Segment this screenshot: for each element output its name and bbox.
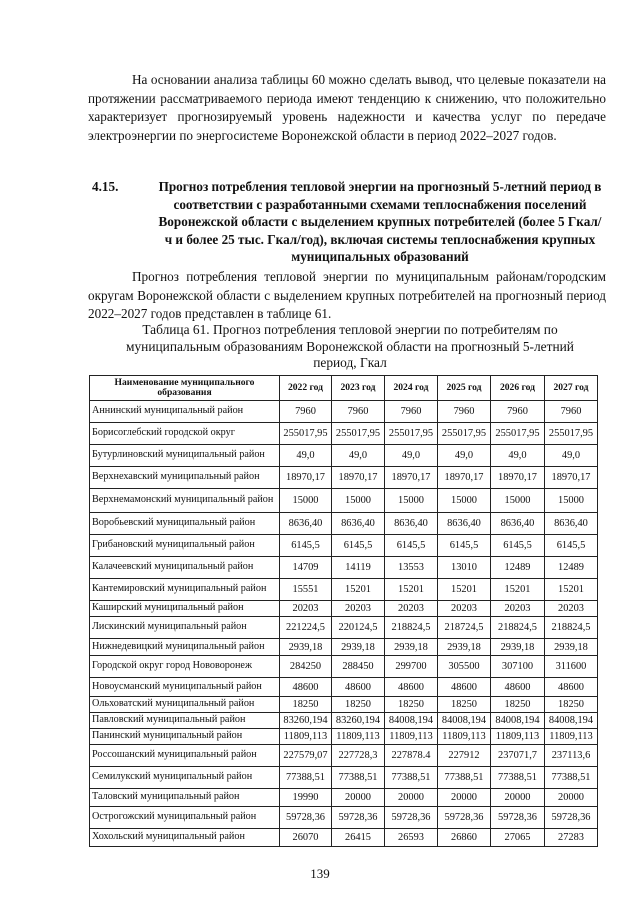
consumption-value: 49,0	[385, 445, 438, 467]
consumption-value: 59728,36	[280, 807, 332, 829]
municipality-name: Острогожский муниципальный район	[90, 807, 280, 829]
table-row	[90, 489, 598, 513]
table-row	[90, 423, 598, 445]
consumption-value: 11809,113	[438, 729, 491, 745]
consumption-value: 2939,18	[438, 639, 491, 656]
consumption-value: 307100	[491, 656, 545, 678]
table-row	[90, 678, 598, 697]
consumption-value: 237113,6	[545, 745, 598, 767]
table-row	[90, 697, 598, 713]
consumption-value: 18250	[438, 697, 491, 713]
consumption-value: 27065	[491, 829, 545, 847]
consumption-value: 11809,113	[491, 729, 545, 745]
consumption-value: 20203	[545, 601, 598, 617]
consumption-value: 255017,95	[385, 423, 438, 445]
consumption-value: 255017,95	[438, 423, 491, 445]
consumption-value: 2939,18	[280, 639, 332, 656]
table-row	[90, 535, 598, 557]
consumption-value: 18970,17	[491, 467, 545, 489]
consumption-value: 27283	[545, 829, 598, 847]
table-row	[90, 513, 598, 535]
consumption-value: 20203	[491, 601, 545, 617]
header-2022: 2022 год	[280, 376, 332, 401]
consumption-value: 59728,36	[438, 807, 491, 829]
consumption-value: 84008,194	[438, 713, 491, 729]
consumption-value: 19990	[280, 789, 332, 807]
consumption-value: 18250	[491, 697, 545, 713]
section-number: 4.15.	[92, 179, 119, 194]
consumption-value: 48600	[438, 678, 491, 697]
consumption-value: 26415	[332, 829, 385, 847]
consumption-value: 20000	[332, 789, 385, 807]
consumption-value: 26070	[280, 829, 332, 847]
consumption-value: 15000	[385, 489, 438, 513]
consumption-value: 237071,7	[491, 745, 545, 767]
consumption-value: 48600	[491, 678, 545, 697]
table-row	[90, 467, 598, 489]
consumption-value: 15201	[438, 579, 491, 601]
consumption-value: 284250	[280, 656, 332, 678]
municipality-name: Кантемировский муниципальный район	[90, 579, 280, 601]
table-row	[90, 639, 598, 656]
consumption-value: 20000	[491, 789, 545, 807]
consumption-value: 18250	[545, 697, 598, 713]
consumption-value: 18250	[385, 697, 438, 713]
consumption-value: 77388,51	[438, 767, 491, 789]
consumption-value: 84008,194	[545, 713, 598, 729]
consumption-value: 48600	[280, 678, 332, 697]
table-row	[90, 745, 598, 767]
consumption-value: 77388,51	[491, 767, 545, 789]
consumption-value: 11809,113	[280, 729, 332, 745]
consumption-value: 49,0	[491, 445, 545, 467]
consumption-value: 15000	[545, 489, 598, 513]
municipality-name: Воробьевский муниципальный район	[90, 513, 280, 535]
consumption-value: 13010	[438, 557, 491, 579]
consumption-value: 7960	[280, 401, 332, 423]
consumption-value: 77388,51	[280, 767, 332, 789]
consumption-value: 6145,5	[280, 535, 332, 557]
header-name: Наименование муниципального образования	[90, 376, 280, 401]
consumption-value: 255017,95	[280, 423, 332, 445]
table-header-row	[90, 376, 598, 401]
consumption-value: 26593	[385, 829, 438, 847]
municipality-name: Хохольский муниципальный район	[90, 829, 280, 847]
consumption-value: 18970,17	[280, 467, 332, 489]
consumption-value: 15000	[280, 489, 332, 513]
section-heading	[92, 178, 604, 266]
municipality-name: Нижнедевицкий муниципальный район	[90, 639, 280, 656]
consumption-value: 12489	[545, 557, 598, 579]
consumption-value: 49,0	[280, 445, 332, 467]
consumption-value: 20000	[545, 789, 598, 807]
consumption-value: 77388,51	[332, 767, 385, 789]
consumption-value: 2939,18	[385, 639, 438, 656]
consumption-value: 84008,194	[491, 713, 545, 729]
consumption-value: 8636,40	[438, 513, 491, 535]
consumption-value: 13553	[385, 557, 438, 579]
consumption-value: 11809,113	[545, 729, 598, 745]
consumption-value: 8636,40	[332, 513, 385, 535]
heat-consumption-table	[89, 375, 598, 847]
municipality-name: Россошанский муниципальный район	[90, 745, 280, 767]
consumption-value: 18970,17	[385, 467, 438, 489]
header-2023: 2023 год	[332, 376, 385, 401]
consumption-value: 227878.4	[385, 745, 438, 767]
table-row	[90, 617, 598, 639]
consumption-value: 6145,5	[545, 535, 598, 557]
consumption-value: 49,0	[438, 445, 491, 467]
consumption-value: 12489	[491, 557, 545, 579]
consumption-value: 84008,194	[385, 713, 438, 729]
consumption-value: 15000	[438, 489, 491, 513]
consumption-value: 83260,194	[280, 713, 332, 729]
consumption-value: 18970,17	[332, 467, 385, 489]
consumption-value: 7960	[545, 401, 598, 423]
municipality-name: Городской округ город Нововоронеж	[90, 656, 280, 678]
consumption-value: 59728,36	[332, 807, 385, 829]
consumption-value: 59728,36	[491, 807, 545, 829]
table-row	[90, 445, 598, 467]
consumption-value: 8636,40	[491, 513, 545, 535]
consumption-value: 18250	[280, 697, 332, 713]
table-row	[90, 713, 598, 729]
consumption-value: 20000	[385, 789, 438, 807]
municipality-name: Бутурлиновский муниципальный район	[90, 445, 280, 467]
consumption-value: 18250	[332, 697, 385, 713]
consumption-value: 11809,113	[332, 729, 385, 745]
consumption-value: 20203	[332, 601, 385, 617]
consumption-value: 77388,51	[385, 767, 438, 789]
consumption-value: 48600	[385, 678, 438, 697]
consumption-value: 6145,5	[385, 535, 438, 557]
consumption-value: 299700	[385, 656, 438, 678]
intro-paragraph: На основании анализа таблицы 60 можно сделать вывод, что целевые показатели на протяжении рассматриваемого периода имеют тенденцию к снижению, что положительно характеризует прогнозируемый уровень надежности и качества услуг по передаче электроэнергии по энергосистеме Воронежской области в период 2022–2027 годов.	[88, 72, 606, 143]
consumption-value: 227728,3	[332, 745, 385, 767]
municipality-name: Верхнехавский муниципальный район	[90, 467, 280, 489]
municipality-name: Новоусманский муниципальный район	[90, 678, 280, 697]
consumption-value: 48600	[332, 678, 385, 697]
header-2027: 2027 год	[545, 376, 598, 401]
municipality-name: Ольховатский муниципальный район	[90, 697, 280, 713]
municipality-name: Павловский муниципальный район	[90, 713, 280, 729]
consumption-value: 218824,5	[385, 617, 438, 639]
consumption-value: 59728,36	[545, 807, 598, 829]
consumption-value: 20000	[438, 789, 491, 807]
consumption-value: 220124,5	[332, 617, 385, 639]
consumption-value: 255017,95	[332, 423, 385, 445]
consumption-value: 77388,51	[545, 767, 598, 789]
table-row	[90, 401, 598, 423]
consumption-value: 8636,40	[280, 513, 332, 535]
consumption-value: 305500	[438, 656, 491, 678]
consumption-value: 2939,18	[332, 639, 385, 656]
table-row	[90, 829, 598, 847]
header-2024: 2024 год	[385, 376, 438, 401]
municipality-name: Лискинский муниципальный район	[90, 617, 280, 639]
table-row	[90, 656, 598, 678]
consumption-value: 14119	[332, 557, 385, 579]
municipality-name: Аннинский муниципальный район	[90, 401, 280, 423]
consumption-value: 59728,36	[385, 807, 438, 829]
table-row	[90, 767, 598, 789]
header-2026: 2026 год	[491, 376, 545, 401]
consumption-value: 218724,5	[438, 617, 491, 639]
consumption-value: 15000	[332, 489, 385, 513]
section-title: Прогноз потребления тепловой энергии на прогнозный 5-летний период в соответствии с разработанными схемами теплоснабжения поселений Воронежской области с выделением крупных потребителей (более 5 Гкал/ч и более 25 тыс. Гкал/год), включая системы теплоснабжения крупных муниципальных образований	[158, 179, 602, 264]
consumption-value: 218824,5	[545, 617, 598, 639]
consumption-value: 83260,194	[332, 713, 385, 729]
municipality-name: Панинский муниципальный район	[90, 729, 280, 745]
table-row	[90, 557, 598, 579]
municipality-name: Калачеевский муниципальный район	[90, 557, 280, 579]
consumption-value: 8636,40	[545, 513, 598, 535]
table-row	[90, 579, 598, 601]
table-row	[90, 789, 598, 807]
consumption-value: 6145,5	[332, 535, 385, 557]
consumption-value: 6145,5	[491, 535, 545, 557]
consumption-value: 311600	[545, 656, 598, 678]
table-row	[90, 601, 598, 617]
consumption-value: 18970,17	[545, 467, 598, 489]
consumption-value: 2939,18	[545, 639, 598, 656]
consumption-value: 49,0	[545, 445, 598, 467]
consumption-value: 15201	[385, 579, 438, 601]
consumption-value: 288450	[332, 656, 385, 678]
consumption-value: 26860	[438, 829, 491, 847]
consumption-value: 20203	[280, 601, 332, 617]
consumption-value: 15000	[491, 489, 545, 513]
consumption-value: 8636,40	[385, 513, 438, 535]
consumption-value: 20203	[385, 601, 438, 617]
consumption-value: 7960	[332, 401, 385, 423]
page-number: 139	[310, 866, 330, 881]
municipality-name: Борисоглебский городской округ	[90, 423, 280, 445]
municipality-name: Таловский муниципальный район	[90, 789, 280, 807]
consumption-value: 15551	[280, 579, 332, 601]
forecast-paragraph: Прогноз потребления тепловой энергии по муниципальным районам/городским округам Воронежской области с выделением крупных потребителей на прогнозный период 2022–2027 годов представлен в таблице 61.	[88, 269, 606, 321]
table-caption: Таблица 61. Прогноз потребления тепловой энергии по потребителям по муниципальным образованиям Воронежской области на прогнозный 5-летний период, Гкал	[126, 322, 574, 370]
municipality-name: Верхнемамонский муниципальный район	[90, 489, 280, 513]
municipality-name: Грибановский муниципальный район	[90, 535, 280, 557]
consumption-value: 15201	[332, 579, 385, 601]
consumption-value: 255017,95	[491, 423, 545, 445]
consumption-value: 255017,95	[545, 423, 598, 445]
consumption-value: 49,0	[332, 445, 385, 467]
consumption-value: 18970,17	[438, 467, 491, 489]
consumption-value: 6145,5	[438, 535, 491, 557]
consumption-value: 227912	[438, 745, 491, 767]
consumption-value: 221224,5	[280, 617, 332, 639]
consumption-value: 14709	[280, 557, 332, 579]
consumption-value: 227579,07	[280, 745, 332, 767]
header-2025: 2025 год	[438, 376, 491, 401]
consumption-value: 2939,18	[491, 639, 545, 656]
consumption-value: 7960	[491, 401, 545, 423]
consumption-value: 15201	[545, 579, 598, 601]
consumption-value: 7960	[385, 401, 438, 423]
consumption-value: 15201	[491, 579, 545, 601]
table-row	[90, 729, 598, 745]
municipality-name: Каширский муниципальный район	[90, 601, 280, 617]
consumption-value: 11809,113	[385, 729, 438, 745]
consumption-value: 48600	[545, 678, 598, 697]
table-row	[90, 807, 598, 829]
table-body	[90, 401, 598, 847]
consumption-value: 218824,5	[491, 617, 545, 639]
consumption-value: 7960	[438, 401, 491, 423]
consumption-value: 20203	[438, 601, 491, 617]
municipality-name: Семилукский муниципальный район	[90, 767, 280, 789]
